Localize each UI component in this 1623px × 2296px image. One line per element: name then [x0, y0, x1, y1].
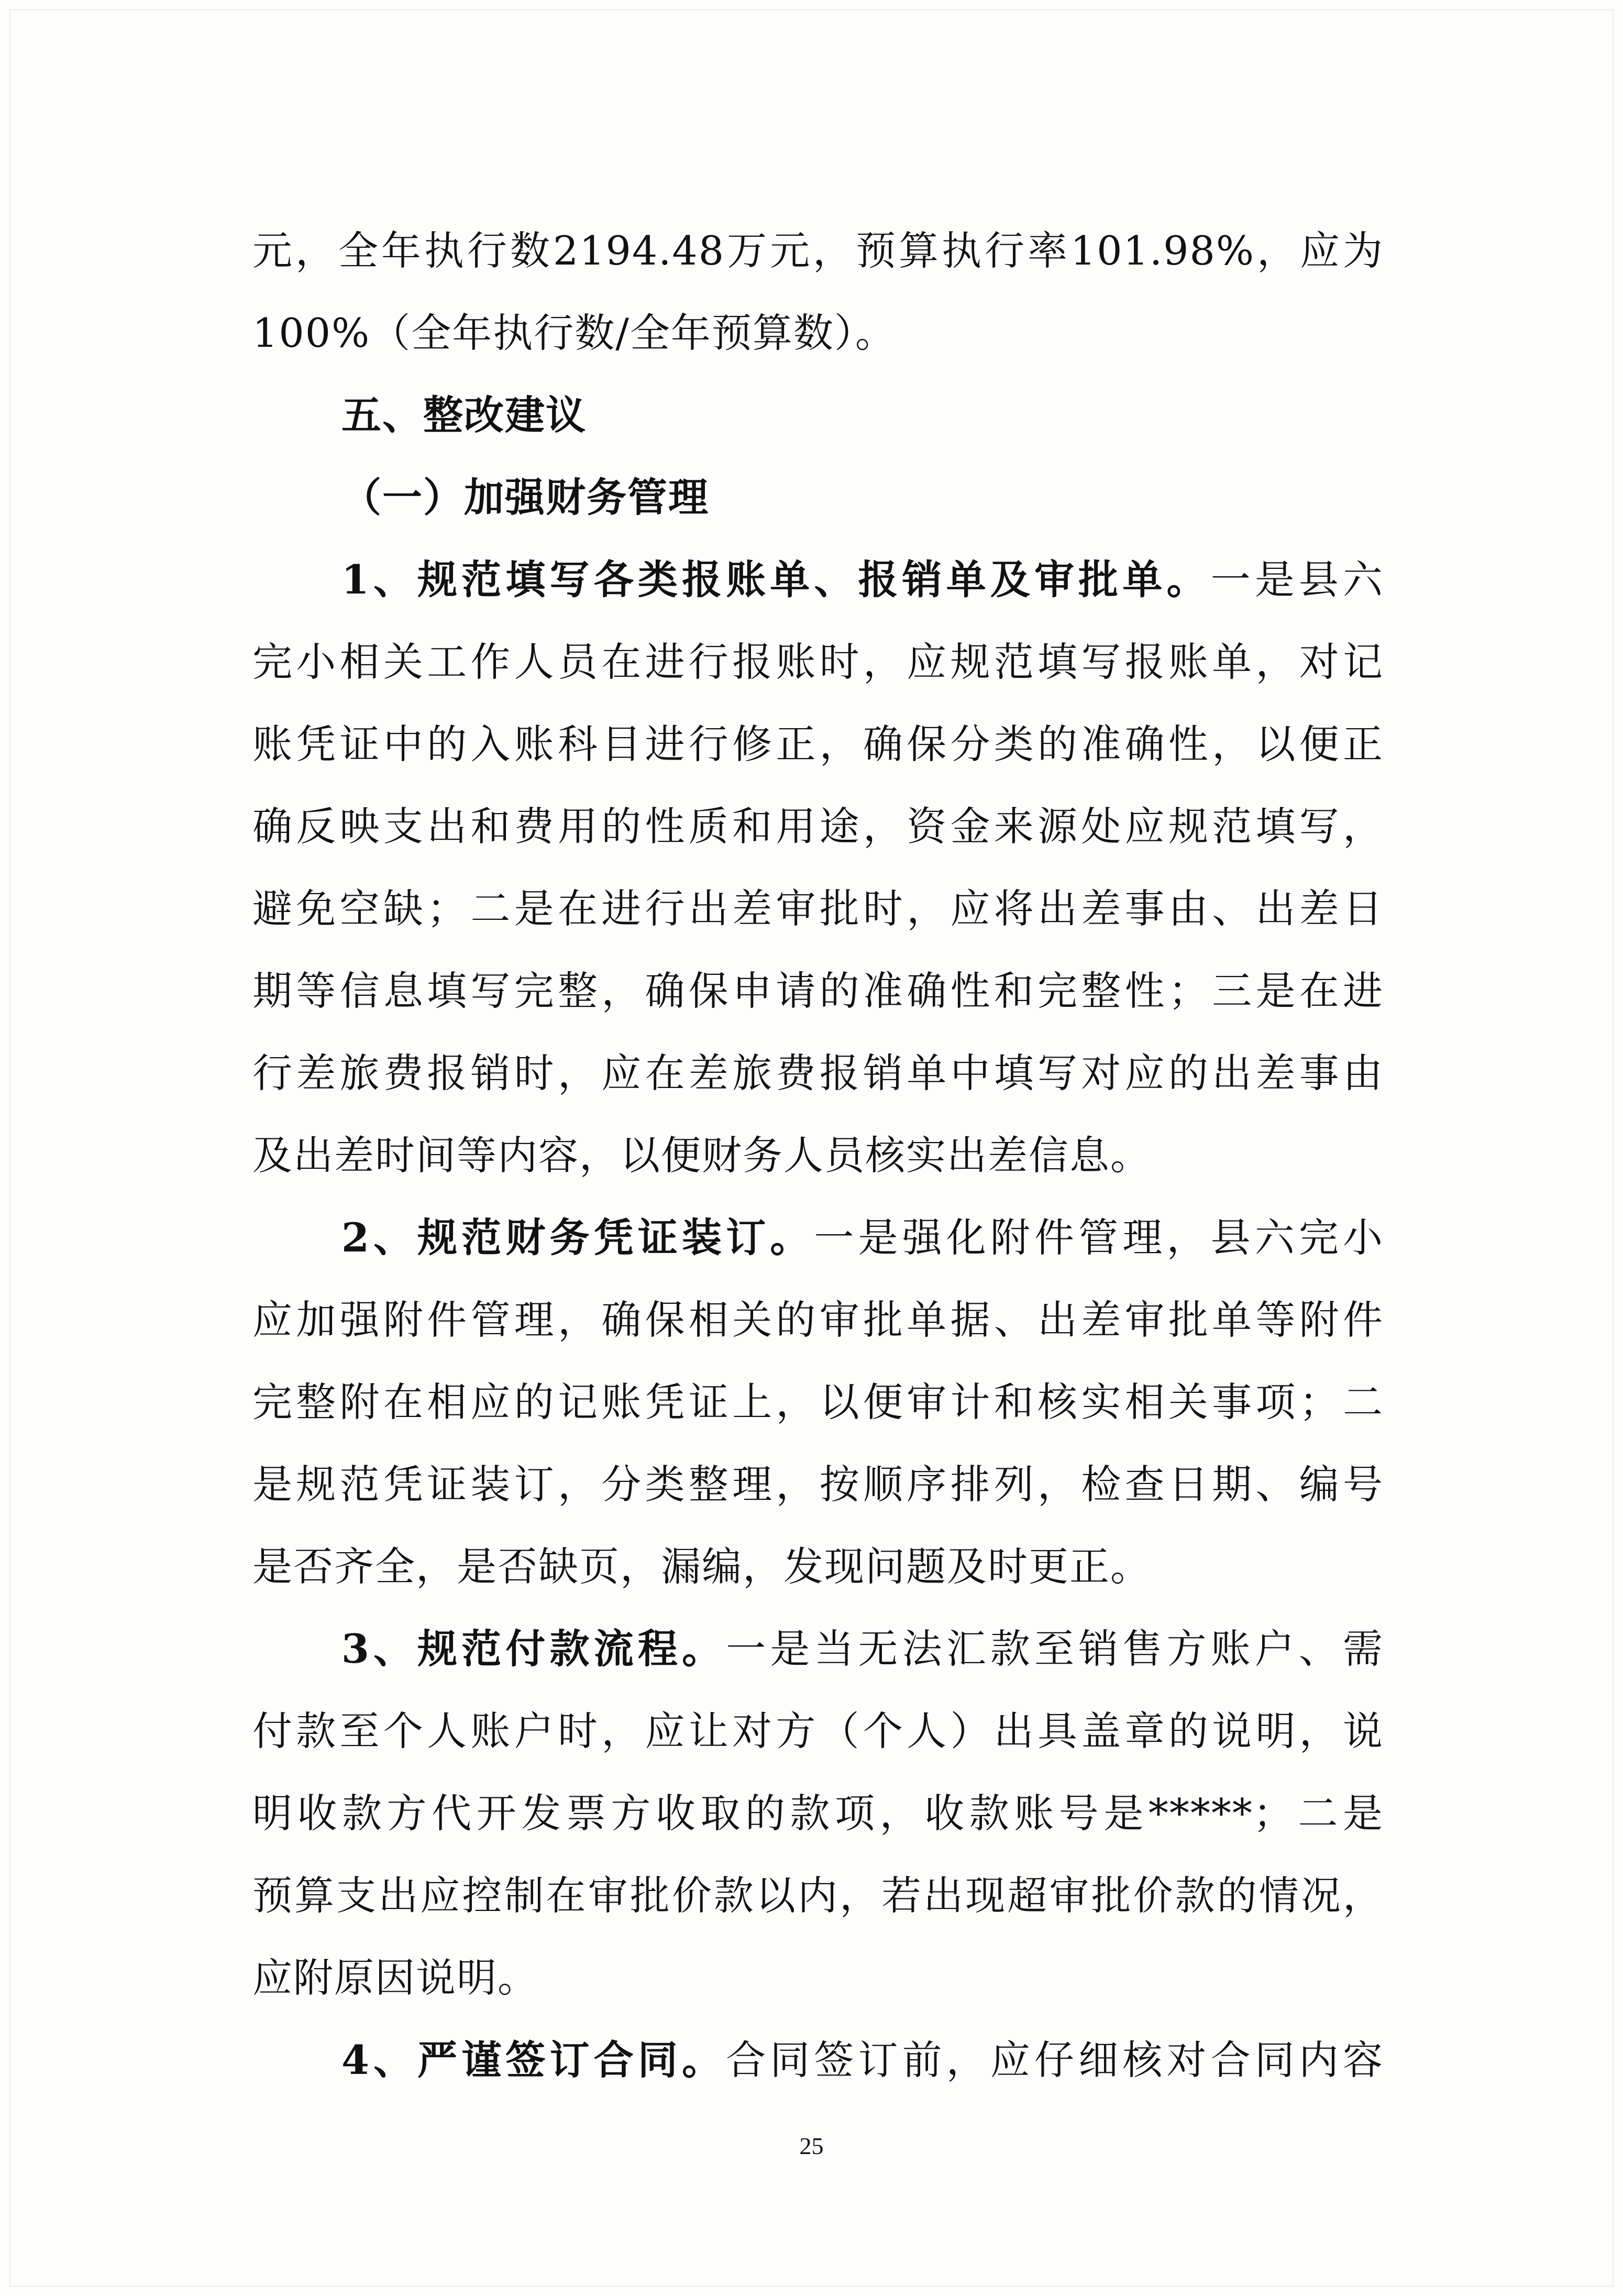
- text-line: 100%（全年执行数/全年预算数）。: [252, 310, 896, 356]
- text-line: 元，全年执行数2194.48万元，预算执行率101.98%，应为: [252, 227, 1384, 274]
- text-line: 明收款方代开发票方收取的款项，收款账号是*****；二是: [252, 1790, 1384, 1837]
- paragraph-1-first-line: [252, 539, 1384, 621]
- text-line: 避免空缺；二是在进行出差审批时，应将出差事由、出差日: [252, 885, 1384, 932]
- paragraph-4-heading: 4、严谨签订合同。: [341, 2037, 726, 2083]
- paragraph-3-first-line: [252, 1608, 1384, 1690]
- text-line: 行差旅费报销时，应在差旅费报销单中填写对应的出差事由: [252, 1050, 1384, 1096]
- paragraph-2-heading: 2、规范财务凭证装订。: [341, 1214, 814, 1261]
- paragraph-1-start: 一是县六: [1210, 556, 1384, 603]
- text-line: 付款至个人账户时，应让对方（个人）出具盖章的说明，说: [252, 1708, 1384, 1754]
- subsection-heading: （一）加强财务管理: [341, 474, 709, 521]
- text-line: 应附原因说明。: [252, 1954, 538, 2001]
- text-line: 完小相关工作人员在进行报账时，应规范填写报账单，对记: [252, 639, 1384, 685]
- paragraph-4-first-line: [252, 2019, 1384, 2101]
- document-body: [252, 210, 1384, 2101]
- paragraph-2-start: 一是强化附件管理，县六完小: [814, 1214, 1384, 1261]
- text-line: 及出差时间等内容，以便财务人员核实出差信息。: [252, 1132, 1151, 1179]
- page-number: 25: [799, 2133, 824, 2159]
- paragraph-4-start: 合同签订前，应仔细核对合同内容: [726, 2037, 1384, 2083]
- text-line: 应加强附件管理，确保相关的审批单据、出差审批单等附件: [252, 1297, 1384, 1343]
- text-line: 账凭证中的入账科目进行修正，确保分类的准确性，以便正: [252, 721, 1384, 767]
- text-line: 确反映支出和费用的性质和用途，资金来源处应规范填写，: [252, 803, 1384, 850]
- text-line: 是规范凭证装订，分类整理，按顺序排列，检查日期、编号: [252, 1461, 1384, 1508]
- paragraph-3-heading: 3、规范付款流程。: [341, 1625, 726, 1672]
- paragraph-3-start: 一是当无法汇款至销售方账户、需: [726, 1625, 1384, 1672]
- text-line: 完整附在相应的记账凭证上，以便审计和核实相关事项；二: [252, 1379, 1384, 1425]
- text-line: 是否齐全，是否缺页，漏编，发现问题及时更正。: [252, 1543, 1151, 1590]
- text-line: 期等信息填写完整，确保申请的准确性和完整性；三是在进: [252, 968, 1384, 1014]
- text-line: 预算支出应控制在审批价款以内，若出现超审批价款的情况，: [252, 1872, 1384, 1919]
- paragraph-2-first-line: [252, 1196, 1384, 1279]
- paragraph-1-heading: 1、规范填写各类报账单、报销单及审批单。: [341, 556, 1211, 603]
- section-heading: 五、整改建议: [341, 392, 587, 438]
